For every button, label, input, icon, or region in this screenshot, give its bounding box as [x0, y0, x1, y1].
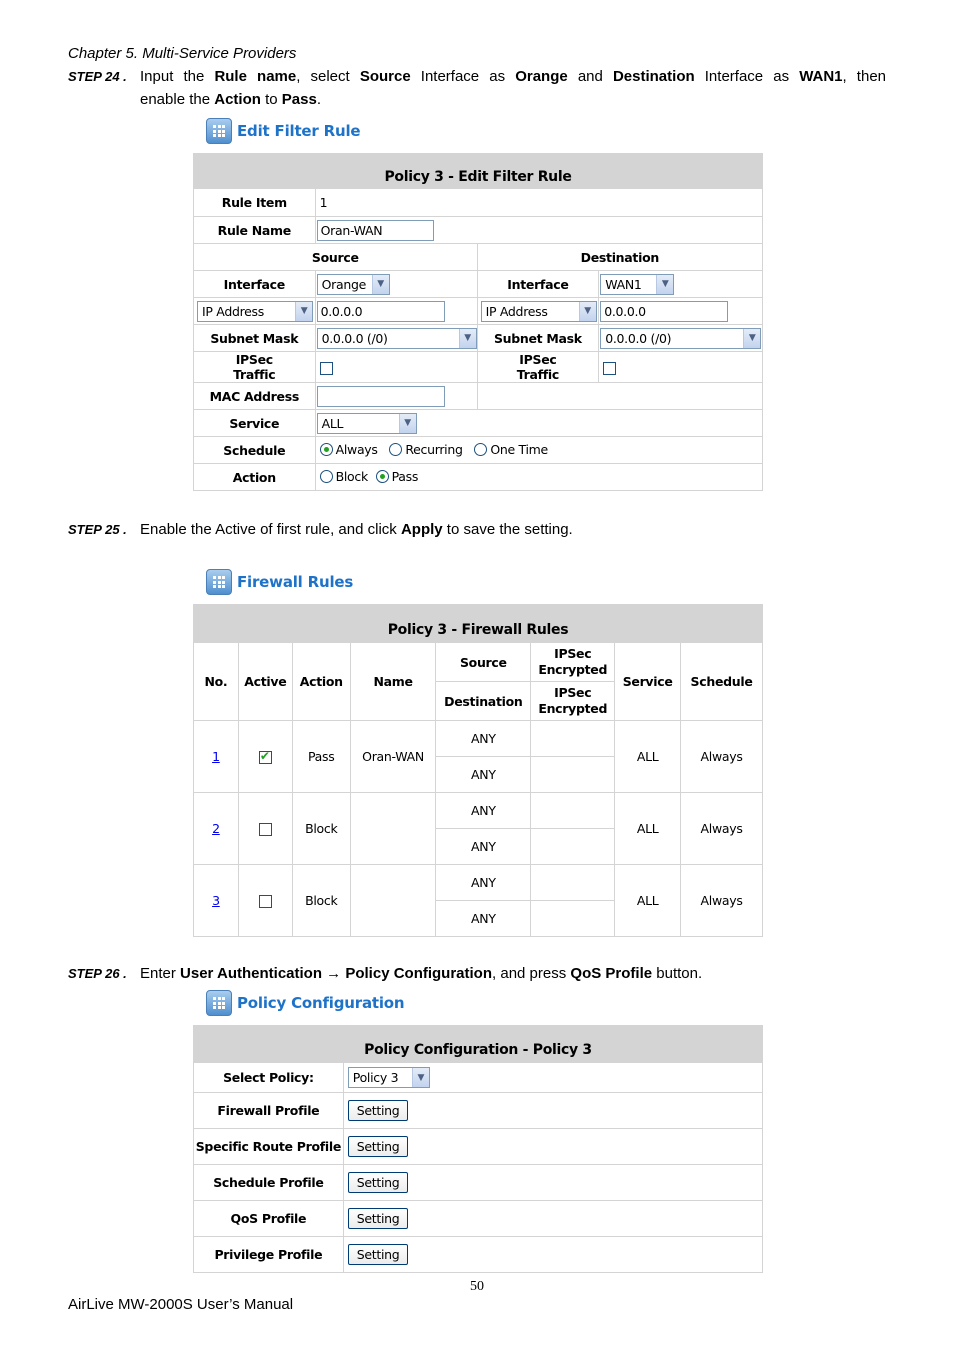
table-row: [194, 793, 763, 829]
rule-source: ANY: [436, 793, 531, 829]
specific-route-profile-label: Specific Route Profile: [194, 1129, 344, 1165]
rule-action: Pass: [292, 721, 350, 793]
page-number: 50: [470, 1279, 484, 1294]
chevron-down-icon: ▼: [295, 302, 312, 321]
mac-address-label: MAC Address: [194, 383, 316, 410]
arrow-right-icon: →: [322, 965, 346, 982]
dst-subnet-label: Subnet Mask: [477, 325, 599, 352]
rule-item-value: 1: [315, 189, 762, 217]
col-service: Service: [615, 643, 681, 721]
footer-text: AirLive MW-2000S User’s Manual: [68, 1296, 294, 1313]
grid-icon: [206, 118, 232, 144]
col-active: Active: [238, 643, 292, 721]
table-title: Policy 3 - Edit Filter Rule: [194, 154, 763, 189]
table-title: Policy Configuration - Policy 3: [194, 1026, 763, 1063]
col-destination: Destination: [436, 682, 531, 721]
firewall-rules-heading: Firewall Rules: [206, 569, 353, 595]
rule-item-label: Rule Item: [194, 189, 316, 217]
table-row: [194, 865, 763, 901]
grid-icon: [206, 990, 232, 1016]
schedule-label: Schedule: [194, 437, 316, 464]
rule-source: ANY: [436, 865, 531, 901]
rule-link[interactable]: 3: [212, 893, 220, 908]
step-26: STEP 26 . Enter User Authentication → Policy Configuration, and press QoS Profile button.: [68, 962, 702, 985]
firewall-profile-label: Firewall Profile: [194, 1093, 344, 1129]
dst-interface-label: Interface: [477, 271, 599, 298]
col-schedule: Schedule: [681, 643, 763, 721]
active-checkbox[interactable]: [259, 895, 272, 908]
step-25: STEP 25 . Enable the Active of first rule, and click Apply to save the setting.: [68, 518, 573, 541]
rule-schedule: Always: [681, 721, 763, 793]
firewall-profile-setting-button[interactable]: Setting: [348, 1100, 409, 1121]
destination-header: Destination: [477, 244, 762, 271]
schedule-recurring-radio[interactable]: Recurring: [389, 442, 462, 457]
dst-ipsec-checkbox[interactable]: [603, 362, 616, 375]
schedule-profile-setting-button[interactable]: Setting: [348, 1172, 409, 1193]
privilege-profile-label: Privilege Profile: [194, 1237, 344, 1273]
dst-subnet-select[interactable]: 0.0.0.0 (/0) ▼: [600, 328, 761, 349]
col-dst-ipsec: IPSec Encrypted: [531, 682, 615, 721]
src-address-type-select[interactable]: IP Address ▼: [197, 301, 313, 322]
active-checkbox[interactable]: [259, 751, 272, 764]
rule-destination: ANY: [436, 757, 531, 793]
rule-schedule: Always: [681, 865, 763, 937]
step-label: STEP 24 .: [68, 69, 127, 84]
step-text: Input the Rule name, select Source Interface as Orange and Destination Interface as WAN1, then: [140, 68, 886, 85]
schedule-onetime-radio[interactable]: One Time: [474, 442, 548, 457]
rule-link[interactable]: 2: [212, 821, 220, 836]
chevron-down-icon: ▼: [412, 1068, 429, 1087]
action-label: Action: [194, 464, 316, 491]
qos-profile-label: QoS Profile: [194, 1201, 344, 1237]
action-block-radio[interactable]: Block: [320, 469, 368, 484]
rule-name-input[interactable]: Oran-WAN: [317, 220, 434, 241]
src-interface-select[interactable]: Orange ▼: [317, 274, 390, 295]
rule-action: Block: [292, 793, 350, 865]
src-ipsec-label: IPSec Traffic: [194, 352, 316, 383]
step-label: STEP 26 .: [68, 966, 127, 981]
edit-filter-rule-table: [193, 153, 763, 491]
chevron-down-icon: ▼: [399, 414, 416, 433]
rule-name-label: Rule Name: [194, 217, 316, 244]
rule-link[interactable]: 1: [212, 749, 220, 764]
step-24: [68, 65, 886, 111]
rule-action: Block: [292, 865, 350, 937]
rule-service: ALL: [615, 793, 681, 865]
src-interface-label: Interface: [194, 271, 316, 298]
col-src-ipsec: IPSec Encrypted: [531, 643, 615, 682]
chevron-down-icon: ▼: [372, 275, 389, 294]
dst-ip-input[interactable]: 0.0.0.0: [600, 301, 728, 322]
src-subnet-label: Subnet Mask: [194, 325, 316, 352]
qos-profile-setting-button[interactable]: Setting: [348, 1208, 409, 1229]
step-text-cont: enable the Action to Pass.: [140, 91, 321, 108]
active-checkbox[interactable]: [259, 823, 272, 836]
table-title: Policy 3 - Firewall Rules: [194, 605, 763, 643]
action-pass-radio[interactable]: Pass: [376, 469, 418, 484]
rule-name: Oran-WAN: [350, 721, 436, 793]
col-name: Name: [350, 643, 436, 721]
source-header: Source: [194, 244, 478, 271]
schedule-always-radio[interactable]: Always: [320, 442, 378, 457]
src-subnet-select[interactable]: 0.0.0.0 (/0) ▼: [317, 328, 477, 349]
rule-destination: ANY: [436, 829, 531, 865]
chevron-down-icon: ▼: [459, 329, 476, 348]
step-label: STEP 25 .: [68, 522, 127, 537]
src-ipsec-checkbox[interactable]: [320, 362, 333, 375]
service-label: Service: [194, 410, 316, 437]
service-select[interactable]: ALL ▼: [317, 413, 417, 434]
rule-name: [350, 793, 436, 865]
table-row: [194, 721, 763, 757]
dst-address-type-select[interactable]: IP Address ▼: [481, 301, 597, 322]
grid-icon: [206, 569, 232, 595]
chapter-title: Chapter 5. Multi-Service Providers: [68, 45, 297, 62]
dst-ipsec-label: IPSec Traffic: [477, 352, 599, 383]
chevron-down-icon: ▼: [579, 302, 596, 321]
firewall-rules-table: [193, 604, 763, 937]
policy-configuration-heading: Policy Configuration: [206, 990, 404, 1016]
rule-name: [350, 865, 436, 937]
chevron-down-icon: ▼: [656, 275, 673, 294]
col-action: Action: [292, 643, 350, 721]
chevron-down-icon: ▼: [743, 329, 760, 348]
select-policy-label: Select Policy:: [194, 1063, 344, 1093]
schedule-profile-label: Schedule Profile: [194, 1165, 344, 1201]
schedule-radio-group: [315, 437, 762, 464]
edit-filter-rule-heading: Edit Filter Rule: [206, 118, 360, 144]
privilege-profile-setting-button[interactable]: Setting: [348, 1244, 409, 1265]
policy-configuration-table: [193, 1025, 763, 1273]
rule-service: ALL: [615, 865, 681, 937]
action-radio-group: [315, 464, 762, 491]
rule-schedule: Always: [681, 793, 763, 865]
col-no: No.: [194, 643, 239, 721]
src-ip-input[interactable]: 0.0.0.0: [317, 301, 445, 322]
mac-address-input[interactable]: [317, 386, 445, 407]
col-source: Source: [436, 643, 531, 682]
select-policy-dropdown[interactable]: Policy 3 ▼: [348, 1067, 430, 1088]
rule-source: ANY: [436, 721, 531, 757]
dst-interface-select[interactable]: WAN1 ▼: [600, 274, 674, 295]
specific-route-profile-setting-button[interactable]: Setting: [348, 1136, 409, 1157]
rule-destination: ANY: [436, 901, 531, 937]
rule-service: ALL: [615, 721, 681, 793]
